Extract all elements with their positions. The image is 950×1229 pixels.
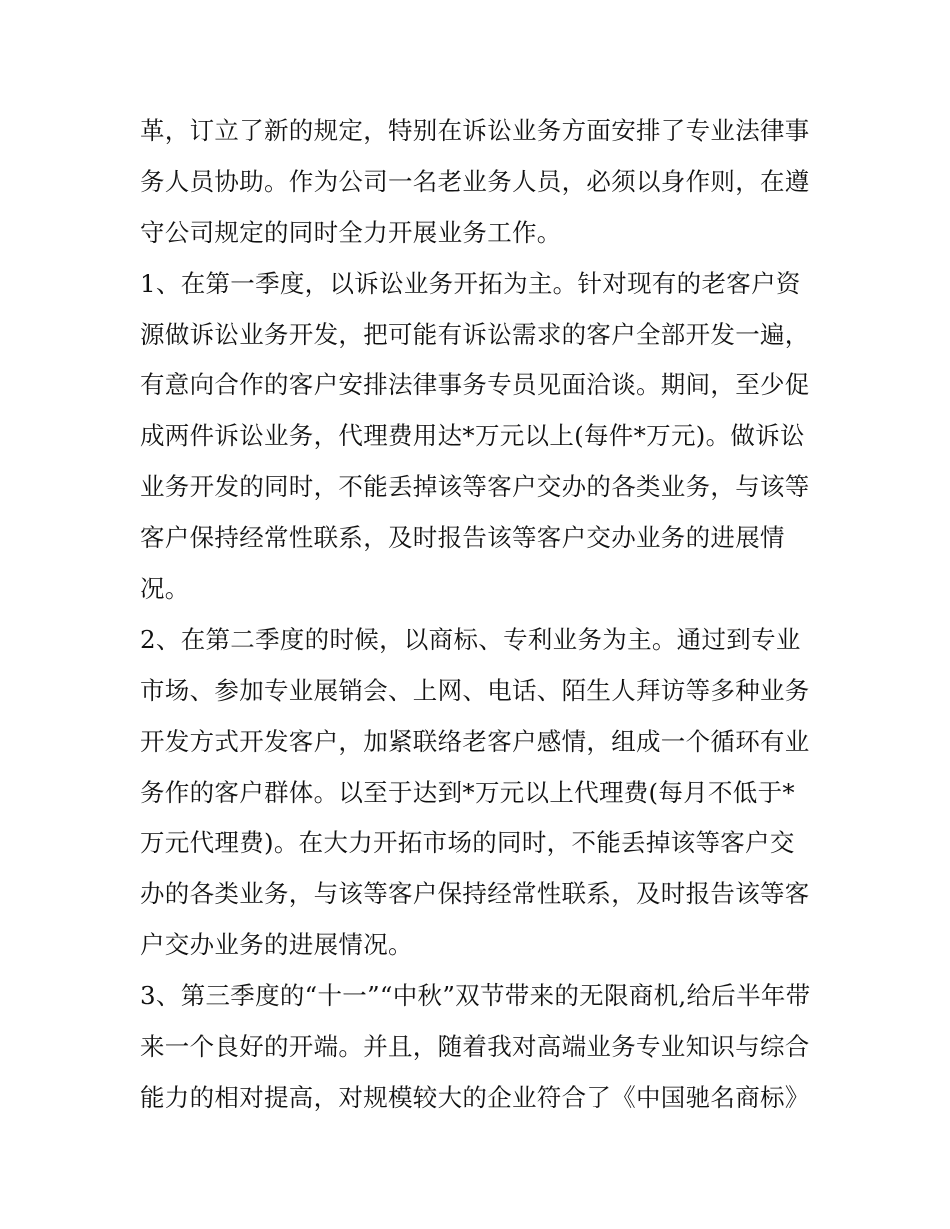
- text-line-19: 来一个良好的开端。并且，随着我对高端业务专业知识与综合: [140, 1032, 810, 1062]
- text-line-6: 有意向合作的客户安排法律事务专员见面洽谈。期间，至少促: [140, 370, 810, 400]
- text-line-8: 业务开发的同时，不能丢掉该等客户交办的各类业务，与该等: [140, 472, 810, 502]
- text-line-16: 办的各类业务，与该等客户保持经常性联系，及时报告该等客: [140, 879, 810, 909]
- text-line-2: 务人员协助。作为公司一名老业务人员，必须以身作则，在遵: [140, 166, 810, 196]
- text-line-10: 况。: [140, 574, 190, 604]
- text-line-17: 户交办业务的进展情况。: [140, 930, 413, 960]
- text-line-13: 开发方式开发客户，加紧联络老客户感情，组成一个循环有业: [140, 726, 810, 756]
- text-line-14: 务作的客户群体。以至于达到*万元以上代理费(每月不低于*: [140, 777, 795, 807]
- text-line-5: 源做诉讼业务开发，把可能有诉讼需求的客户全部开发一遍，: [140, 319, 810, 349]
- text-line-20: 能力的相对提高，对规模较大的企业符合了《中国驰名商标》: [140, 1082, 810, 1112]
- text-line-18: 3、第三季度的“十一”“中秋”双节带来的无限商机,给后半年带: [140, 981, 811, 1011]
- text-line-12: 市场、参加专业展销会、上网、电话、陌生人拜访等多种业务: [140, 675, 810, 705]
- text-line-9: 客户保持经常性联系，及时报告该等客户交办业务的进展情: [140, 523, 785, 553]
- text-line-15: 万元代理费)。在大力开拓市场的同时，不能丢掉该等客户交: [140, 828, 795, 858]
- text-line-11: 2、在第二季度的时候，以商标、专利业务为主。通过到专业: [140, 624, 801, 654]
- text-line-3: 守公司规定的同时全力开展业务工作。: [140, 217, 562, 247]
- text-line-4: 1、在第一季度，以诉讼业务开拓为主。针对现有的老客户资: [140, 268, 801, 298]
- text-line-7: 成两件诉讼业务，代理费用达*万元以上(每件*万元)。做诉讼: [140, 421, 805, 451]
- text-line-1: 革，订立了新的规定，特别在诉讼业务方面安排了专业法律事: [140, 116, 810, 145]
- document-body-text: [140, 106, 820, 1124]
